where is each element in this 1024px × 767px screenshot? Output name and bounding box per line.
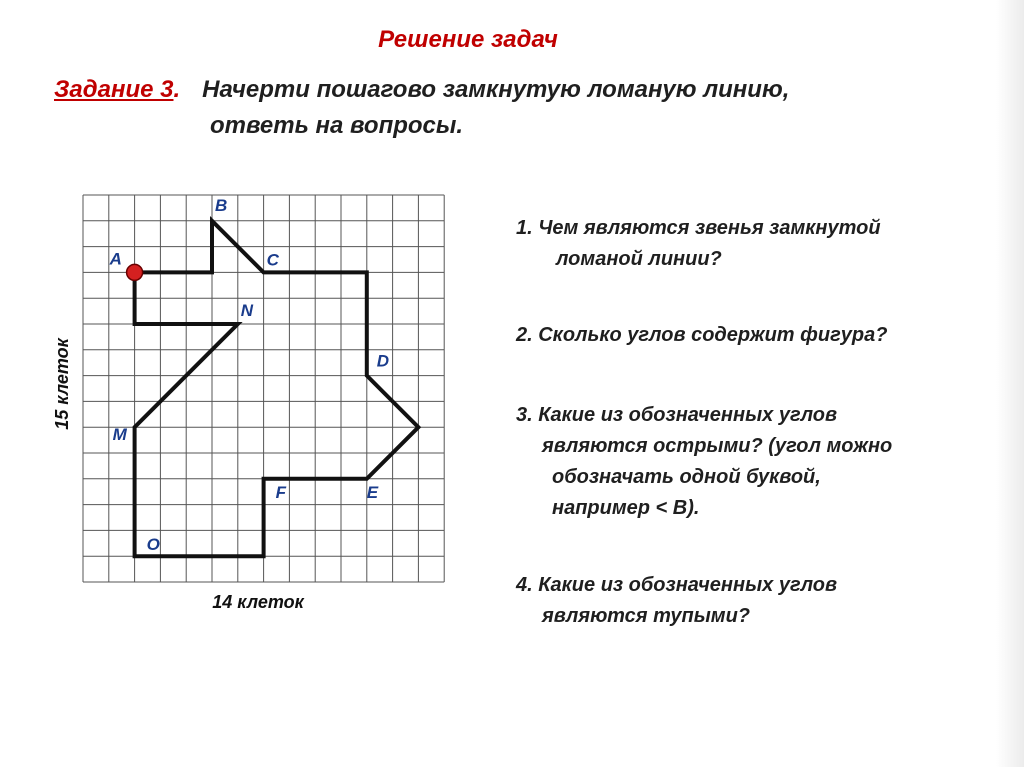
question-3-line-3: обозначать одной буквой, xyxy=(552,466,821,488)
point-label-m: M xyxy=(112,425,127,445)
question-1 xyxy=(516,213,881,275)
point-label-c: C xyxy=(266,250,279,270)
slide-title: Решение задач xyxy=(378,26,558,53)
question-4-line-2: являются тупыми? xyxy=(542,605,751,627)
height-label: 15 клеток xyxy=(52,338,72,430)
point-label-n: N xyxy=(240,301,254,320)
start-point-dot xyxy=(127,264,143,280)
point-label-b: B xyxy=(215,195,228,215)
question-4 xyxy=(516,570,837,632)
task-period: . xyxy=(173,76,181,103)
question-3-line-2: являются острыми? (угол можно xyxy=(542,435,893,457)
point-label-e: E xyxy=(366,482,379,502)
question-3-line-4: например < B). xyxy=(552,497,700,519)
point-label-d: D xyxy=(376,351,390,371)
closed-polyline xyxy=(135,221,419,556)
question-3-line-1: 3. Какие из обозначенных углов xyxy=(516,404,838,426)
point-label-a: A xyxy=(109,249,122,269)
question-1-line-2: ломаной линии? xyxy=(556,248,722,270)
task-label: Задание 3 xyxy=(54,76,174,103)
question-1-line-1: 1. Чем являются звенья замкнутой xyxy=(516,217,881,239)
question-4-line-1: 4. Какие из обозначенных углов xyxy=(516,574,838,596)
question-3 xyxy=(516,400,892,524)
question-2 xyxy=(516,320,887,351)
point-label-o: O xyxy=(146,535,160,555)
question-2-line-1: 2. Сколько углов содержит фигура? xyxy=(516,324,888,346)
task-text-continued: ответь на вопросы. xyxy=(210,112,464,139)
point-label-f: F xyxy=(275,482,286,502)
point-labels xyxy=(109,196,389,554)
task-text: Начерти пошагово замкнутую ломаную линию, xyxy=(202,76,790,103)
width-label: 14 клеток xyxy=(212,592,304,612)
